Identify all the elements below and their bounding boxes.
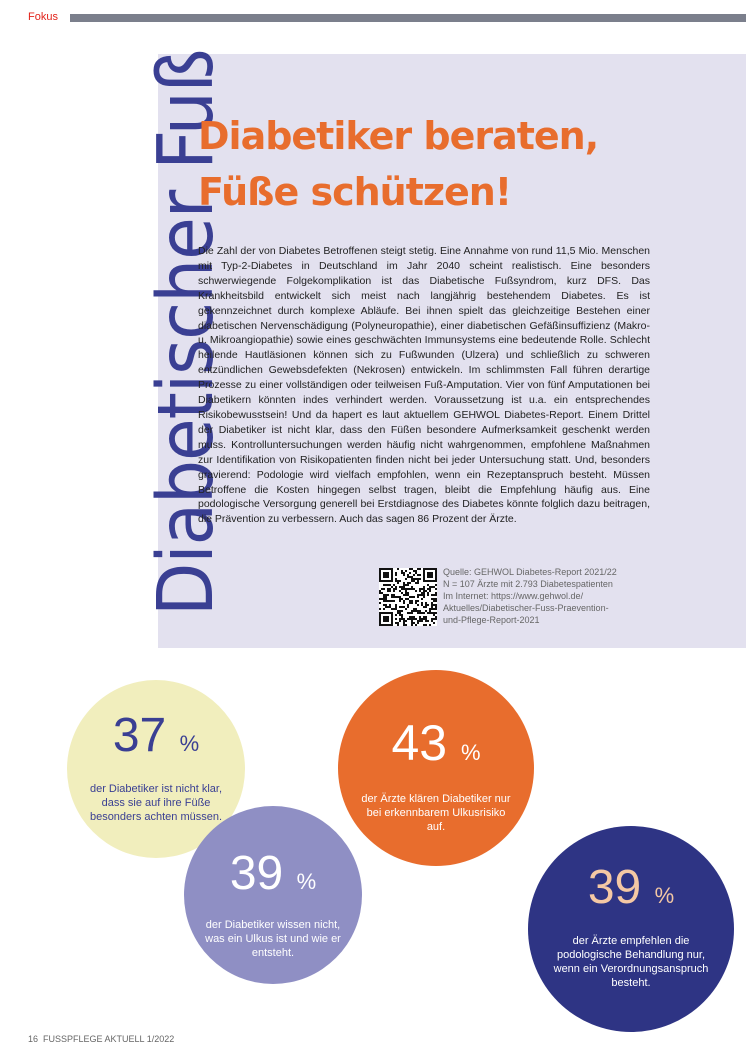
stat-value: 39 % [587, 861, 675, 914]
headline-line-1: Diabetiker beraten, [198, 114, 599, 158]
stat-circle-orange [338, 670, 534, 866]
stat-description: der Ärzte klären Diabetiker nur bei erkennbarem Ulkusrisiko auf. [361, 793, 511, 833]
headline-line-2: Füße schützen! [198, 170, 512, 214]
source-link[interactable]: Aktuelles/Diabetischer-Fuss-Praevention- [443, 603, 609, 614]
vertical-title: Diabetischer Fuß [142, 49, 231, 616]
headline [198, 108, 718, 220]
percent-sign: % [296, 869, 317, 894]
stat-value: 39 % [229, 847, 317, 900]
source-line: N = 107 Ärzte mit 2.793 Diabetespatienten [443, 579, 613, 590]
source-line: Quelle: GEHWOL Diabetes-Report 2021/22 [443, 567, 617, 577]
section-label: Fokus [28, 11, 58, 23]
source-note [443, 566, 663, 626]
page-footer [28, 1034, 174, 1044]
stat-description: der Ärzte empfehlen die podologische Behandlung nur, wenn ein Verordnungsanspruch besteht. [553, 935, 709, 989]
stat-value: 43 % [391, 715, 481, 771]
percent-sign: % [179, 731, 200, 756]
stat-circle-navy [528, 826, 734, 1032]
source-link[interactable]: und-Pflege-Report-2021 [443, 615, 540, 626]
percent-sign: % [654, 883, 675, 908]
stat-description: der Diabetiker wissen nicht, was ein Ulkus ist und wie er entsteht. [205, 919, 341, 959]
page-number: 16 [28, 1034, 39, 1044]
stat-value: 37 % [112, 709, 200, 762]
article-body: Die Zahl der von Diabetes Betroffenen steigt stetig. Eine Annahme von rund 11,5 Mio. Menschen mit Typ-2-Diabetes in Deutschland im Jahr 2040 scheint realistisch. Eine besonders schwerwiegende Folgekomplikation ist das Diabetische Fußsyndrom, kurz DFS. Das Krankheitsbild entwickelt sich meist nach langjährig bestehendem Diabetes. Es ist gekennzeichnet durch komplexe Abläufe. Bei ihnen spielt das gleichzeitige Bestehen einer diabetischen Nervenschädigung (Polyneuropathie), einer diabetischen Gefäßinsuffizienz (Makro- u. Mikroangiopathie) sowie eines geschwächten Immunsystems eine bedeutende Rolle. Schlecht heilende Hautläsionen können sich zu Fußwunden (Ulzera) und schließlich zu schweren entzündlichen Gewebsdefekten (Nekrosen) entwickeln. Im schlimmsten Fall führen derartige Prozesse zu einer vollständigen oder teilweisen Fuß-Amputation. Vier von fünf Amputationen bei Diabetikern könnten indes verhindert werden. Voraussetzung ist u.a. ein entsprechendes Risikobewusstsein! Und da hapert es laut aktuellem GEHWOL Diabetes-Report. Einem Drittel der Diabetiker ist nicht klar, dass den Füßen besondere Aufmerksamkeit geschenkt werden muss. Kontrolluntersuchungen werden häufig nicht wahrgenommen, empfohlene Maßnahmen zur Identifikation von Risikopatienten finden nicht bei jeder Untersuchung statt. Und, besonders gravierend: Podologie wird vielfach empfohlen, wenn ein Rezeptanspruch besteht. Müssen Betroffene die Kosten hingegen selbst tragen, bleibt die Empfehlung häufig aus. Eine podologische Versorgung generell bei Erstdiagnose des Diabetes könnte folglich dazu beitragen, die Prävention zu verbessern. Auch das sagen 86 Prozent der Ärzte. [198, 245, 650, 526]
stat-circle-lavender [184, 806, 362, 984]
source-link[interactable]: Im Internet: https://www.gehwol.de/ [443, 591, 584, 602]
percent-sign: % [460, 740, 481, 765]
top-rule [70, 14, 746, 22]
stat-description: der Diabetiker ist nicht klar, dass sie auf ihre Füße besonders achten müssen. [89, 783, 223, 823]
qr-code-icon [379, 568, 437, 626]
magazine-issue: FUSSPFLEGE AKTUELL 1/2022 [43, 1034, 175, 1044]
